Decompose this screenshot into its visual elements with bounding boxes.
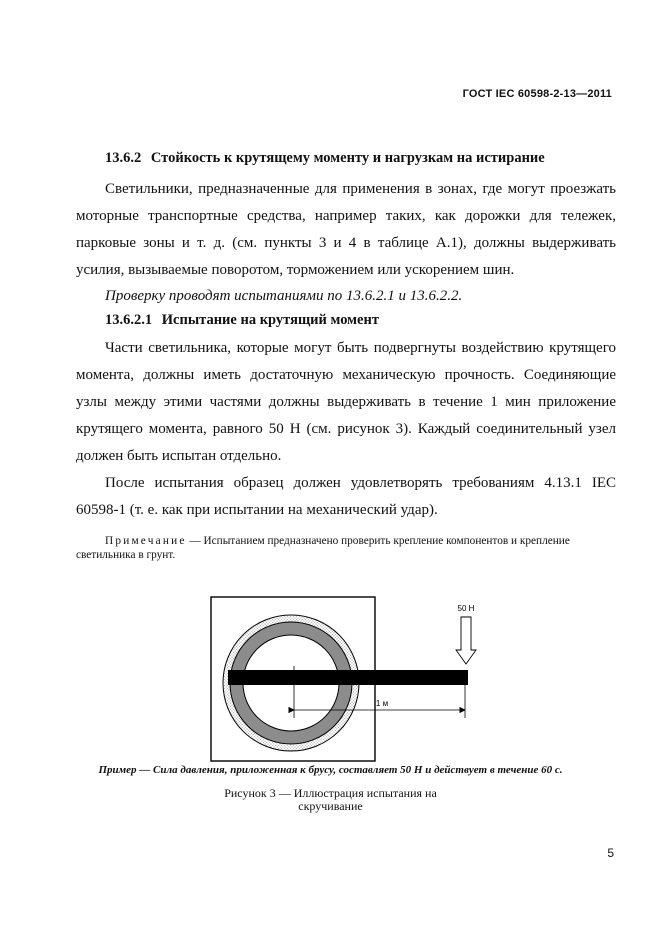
subsection-paragraph: Части светильника, которые могут быть подвергнуты воздействию крутящего момента, должны иметь достаточную механическую прочность. Соединяющие узлы между этими частями должны выдерживать в течение 1 мин приложение крутящего момента, равного 50 Н (см. рисунок 3). Каждый соединительный узел должен быть испытан отдельно. [76, 340, 616, 464]
page-content [76, 150, 616, 562]
note-label: Примечание [105, 535, 187, 547]
subsection-heading [76, 312, 616, 329]
section-paragraph: Светильники, предназначенные для применения в зонах, где могут проезжать моторные транспортные средства, например таких, как дорожки для тележек, парковые зоны и т. д. (см. пункты 3 и 4 в таблице А.1), должны выдерживать усилия, вызываемые поворотом, торможением или ускорением шин. [76, 181, 616, 278]
section-check-note: Проверку проводят испытаниями по 13.6.2.1 и 13.6.2.2. [105, 288, 463, 304]
note-text: — Испытанием предназначено проверить крепление компонентов и крепление светильника в грунт. [76, 535, 570, 561]
figure-title-line1: Рисунок 3 — Иллюстрация испытания на [224, 786, 437, 800]
force-arrow [456, 617, 476, 664]
page-number: 5 [607, 846, 614, 860]
figure-3-diagram [210, 596, 480, 762]
note [76, 534, 616, 562]
subsection-paragraph-2: После испытания образец должен удовлетворять требованиям 4.13.1 IEC 60598-1 (т. е. как при испытании на механический удар). [76, 475, 616, 518]
beam [228, 670, 468, 685]
document-header: ГОСТ IEC 60598-2-13—2011 [462, 88, 612, 100]
subsection-title: Испытание на крутящий момент [161, 312, 379, 328]
figure-title-line2: скручивание [298, 799, 363, 813]
section-title: Стойкость к крутящему моменту и нагрузкам на истирание [150, 150, 545, 166]
figure-example-caption: Пример — Сила давления, приложенная к брусу, составляет 50 Н и действует в течение 60 с. [98, 764, 563, 776]
section-number: 13.6.2 [105, 150, 142, 166]
section-heading [76, 150, 616, 167]
figure-title [0, 787, 661, 813]
force-label: 50 Н [457, 604, 475, 613]
length-label: 1 м [375, 699, 389, 708]
subsection-number: 13.6.2.1 [105, 312, 153, 328]
